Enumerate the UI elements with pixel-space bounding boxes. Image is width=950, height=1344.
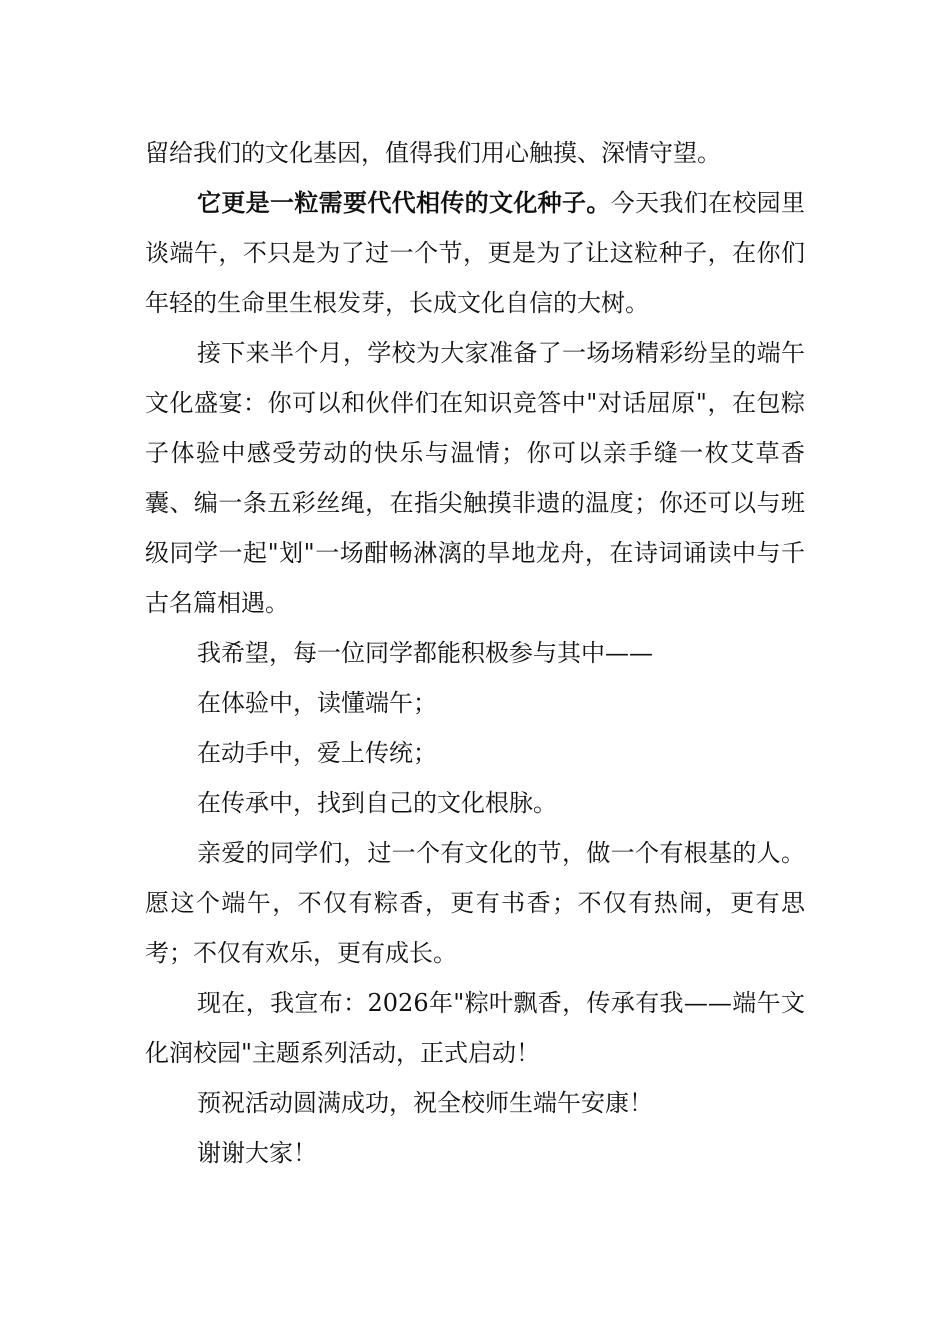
paragraph-cultural-seed — [145, 178, 805, 328]
paragraph-text: 预祝活动圆满成功，祝全校师生端午安康！ — [197, 1089, 653, 1117]
paragraph-address-students — [145, 828, 805, 978]
paragraph-lead-sentence: 它更是一粒需要代代相传的文化种子。 — [197, 188, 611, 217]
paragraph-text: 谢谢大家！ — [197, 1139, 317, 1167]
paragraph-hands-on — [145, 728, 805, 778]
paragraph-text: 在动手中，爱上传统； — [197, 739, 437, 767]
paragraph-text: 现在，我宣布：2026年"粽叶飘香，传承有我——端午文化润校园"主题系列活动，正式启动！ — [145, 989, 805, 1067]
paragraph-text: 留给我们的文化基因，值得我们用心触摸、深情守望。 — [145, 139, 721, 167]
paragraph-text: 亲爱的同学们，过一个有文化的节，做一个有根基的人。愿这个端午，不仅有粽香，更有书香；不仅有热闹，更有思考；不仅有欢乐，更有成长。 — [145, 839, 805, 967]
paragraph-text: 接下来半个月，学校为大家准备了一场场精彩纷呈的端午文化盛宴：你可以和伙伴们在知识竞答中"对话屈原"，在包粽子体验中感受劳动的快乐与温情；你可以亲手缝一枚艾草香囊、编一条五彩丝绳，在指尖触摸非遗的温度；你还可以与班级同学一起"划"一场酣畅淋漓的旱地龙舟，在诗词诵读中与千古名篇相遇。 — [145, 339, 805, 617]
paragraph-inheritance — [145, 778, 805, 828]
paragraph-announcement — [145, 978, 805, 1078]
paragraph-activities — [145, 328, 805, 628]
paragraph-continuation — [145, 128, 805, 178]
paragraph-text: 今天我们在校园里谈端午，不只是为了过一个节，更是为了让这粒种子，在你们年轻的生命里生根发芽，长成文化自信的大树。 — [145, 189, 806, 317]
paragraph-hope — [145, 628, 805, 678]
paragraph-text: 我希望，每一位同学都能积极参与其中—— — [197, 639, 653, 667]
paragraph-text: 在传承中，找到自己的文化根脉。 — [197, 789, 557, 817]
paragraph-experience — [145, 678, 805, 728]
paragraph-wishes — [145, 1078, 805, 1128]
paragraph-thanks — [145, 1128, 805, 1178]
document-page — [145, 128, 805, 1178]
paragraph-text: 在体验中，读懂端午； — [197, 689, 437, 717]
